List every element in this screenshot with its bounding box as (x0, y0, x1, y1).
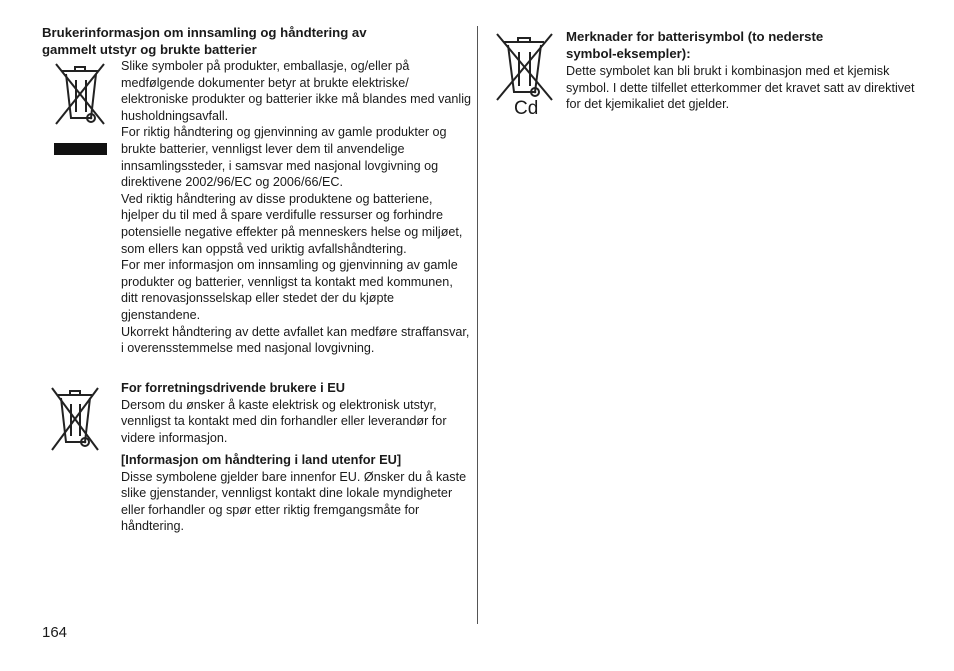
main-text (121, 58, 471, 357)
outside-eu-text: Disse symbolene gjelder bare innenfor EU. Ønsker du å kaste slike gjenstander, vennligst kontakt dine lokale myndigheter eller forhandler og spør etter riktig fremgangsmåte for håndtering. (121, 469, 467, 534)
chemical-symbol: Cd (514, 98, 539, 119)
battery-notes-text: Dette symbolet kan bli brukt i kombinasjon med et kjemisk symbol. I dette tilfellet etterkommer det kravet satt av direktivet for det kjemikaliet det gjelder. (566, 64, 915, 112)
business-section (121, 380, 471, 446)
battery-notes-heading (566, 29, 926, 62)
page-number: 164 (42, 624, 68, 641)
paragraph-recycling: For riktig håndtering og gjenvinning av gamle produkter og brukte batterier, vennligst lever dem til anvendelige innsamlingssteder, i samsvar med nasjonal lovgivning og direktivene 2002/96/EC og 2006/66/EC. (121, 125, 447, 190)
section-heading-line-1: Brukerinformasjon om innsamling og håndtering av (42, 25, 367, 40)
paragraph-benefits: Ved riktig håndtering av disse produktene og batteriene, hjelper du til med å spare verdifulle ressurser og forhindre potensielle negative effekter på menneskers helse og miljøet, som ellers kan oppstå ved uriktig avfallshåndtering. (121, 191, 463, 256)
paragraph-penalty: Ukorrekt håndtering av dette avfallet kan medføre straffansvar, i overensstemmelse med nasjonal lovgivning. (121, 324, 470, 356)
paragraph-symbols: Slike symboler på produkter, emballasje, og/eller på medfølgende dokumenter betyr at brukte elektriske/ elektroniske produkter og batterier ikke må blandes med vanlig husholdningsavfall. (121, 59, 472, 123)
paragraph-more-info: For mer informasjon om innsamling og gjenvinning av gamle produkter og batterier, vennligst ta kontakt med kommunen, ditt renovasjonsselskap eller stedet der du kjøpte gjenstandene. (121, 258, 458, 322)
business-heading: For forretningsdrivende brukere i EU (121, 380, 345, 395)
battery-notes-heading-line-1: Merknader for batterisymbol (to nederste (566, 29, 824, 44)
battery-notes-heading-line-2: symbol-eksempler): (566, 45, 691, 61)
section-heading (42, 25, 472, 58)
business-text: Dersom du ønsker å kaste elektrisk og elektronisk utstyr, vennligst ta kontakt med din forhandler eller leverandør for videre informasjon. (121, 397, 447, 445)
outside-eu-heading: [Informasjon om håndtering i land utenfor EU] (121, 452, 402, 467)
crossed-bin-icon (54, 60, 110, 156)
column-divider (477, 26, 478, 624)
section-heading-line-2: gammelt utstyr og brukte batterier (42, 41, 257, 57)
crossed-bin-icon-business (48, 384, 104, 456)
outside-eu-section (121, 452, 471, 535)
